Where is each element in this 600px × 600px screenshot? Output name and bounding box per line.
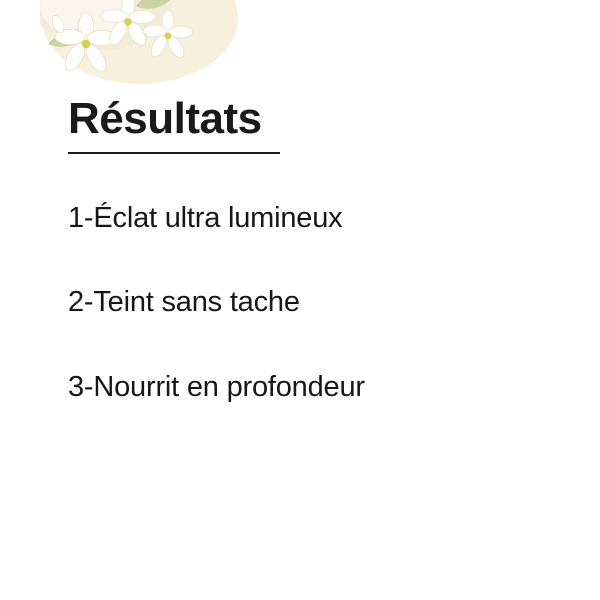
jasmine-flower-3 <box>143 10 193 60</box>
leaf-shapes <box>48 0 174 47</box>
jasmine-flower-1 <box>55 12 117 75</box>
jasmine-bud <box>50 14 67 35</box>
cream-blob-shape <box>40 0 238 84</box>
list-item: 1-Éclat ultra lumineux <box>68 202 343 234</box>
results-list <box>68 200 568 405</box>
heading-underline <box>68 152 280 154</box>
heading-block <box>68 96 538 154</box>
jasmine-flower-2 <box>101 0 155 49</box>
list-item: 3-Nourrit en profondeur <box>68 370 365 403</box>
page-title: Résultats <box>68 94 262 143</box>
list-item: 2-Teint sans tache <box>68 286 300 319</box>
